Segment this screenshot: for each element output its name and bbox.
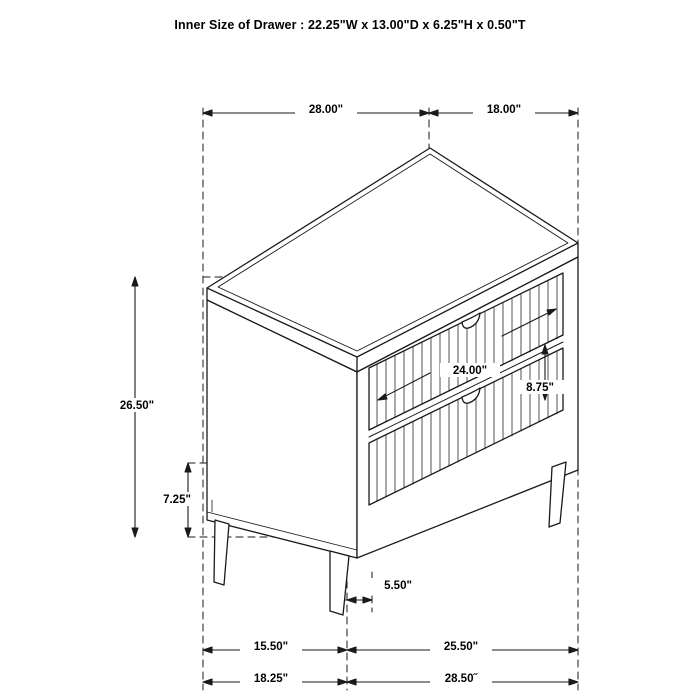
- dim-leg-height: 7.25": [163, 494, 191, 506]
- dim-foot-offset: 5.50": [384, 580, 412, 592]
- dim-drawer-width: 24.00": [452, 365, 488, 377]
- dim-drawer-height: 8.75": [526, 382, 554, 394]
- dim-base-width: 25.50": [443, 641, 479, 653]
- page-title: Inner Size of Drawer : 22.25"W x 13.00"D x 6.25"H x 0.50"T: [174, 18, 526, 32]
- dim-total-depth: 18.25": [253, 673, 289, 685]
- dim-total-width: 28.50˝: [444, 673, 478, 685]
- dim-top-width: 28.00": [308, 104, 344, 116]
- dim-base-depth: 15.50": [253, 641, 289, 653]
- dim-top-depth: 18.00": [486, 104, 522, 116]
- dim-overall-height: 26.50": [119, 400, 155, 412]
